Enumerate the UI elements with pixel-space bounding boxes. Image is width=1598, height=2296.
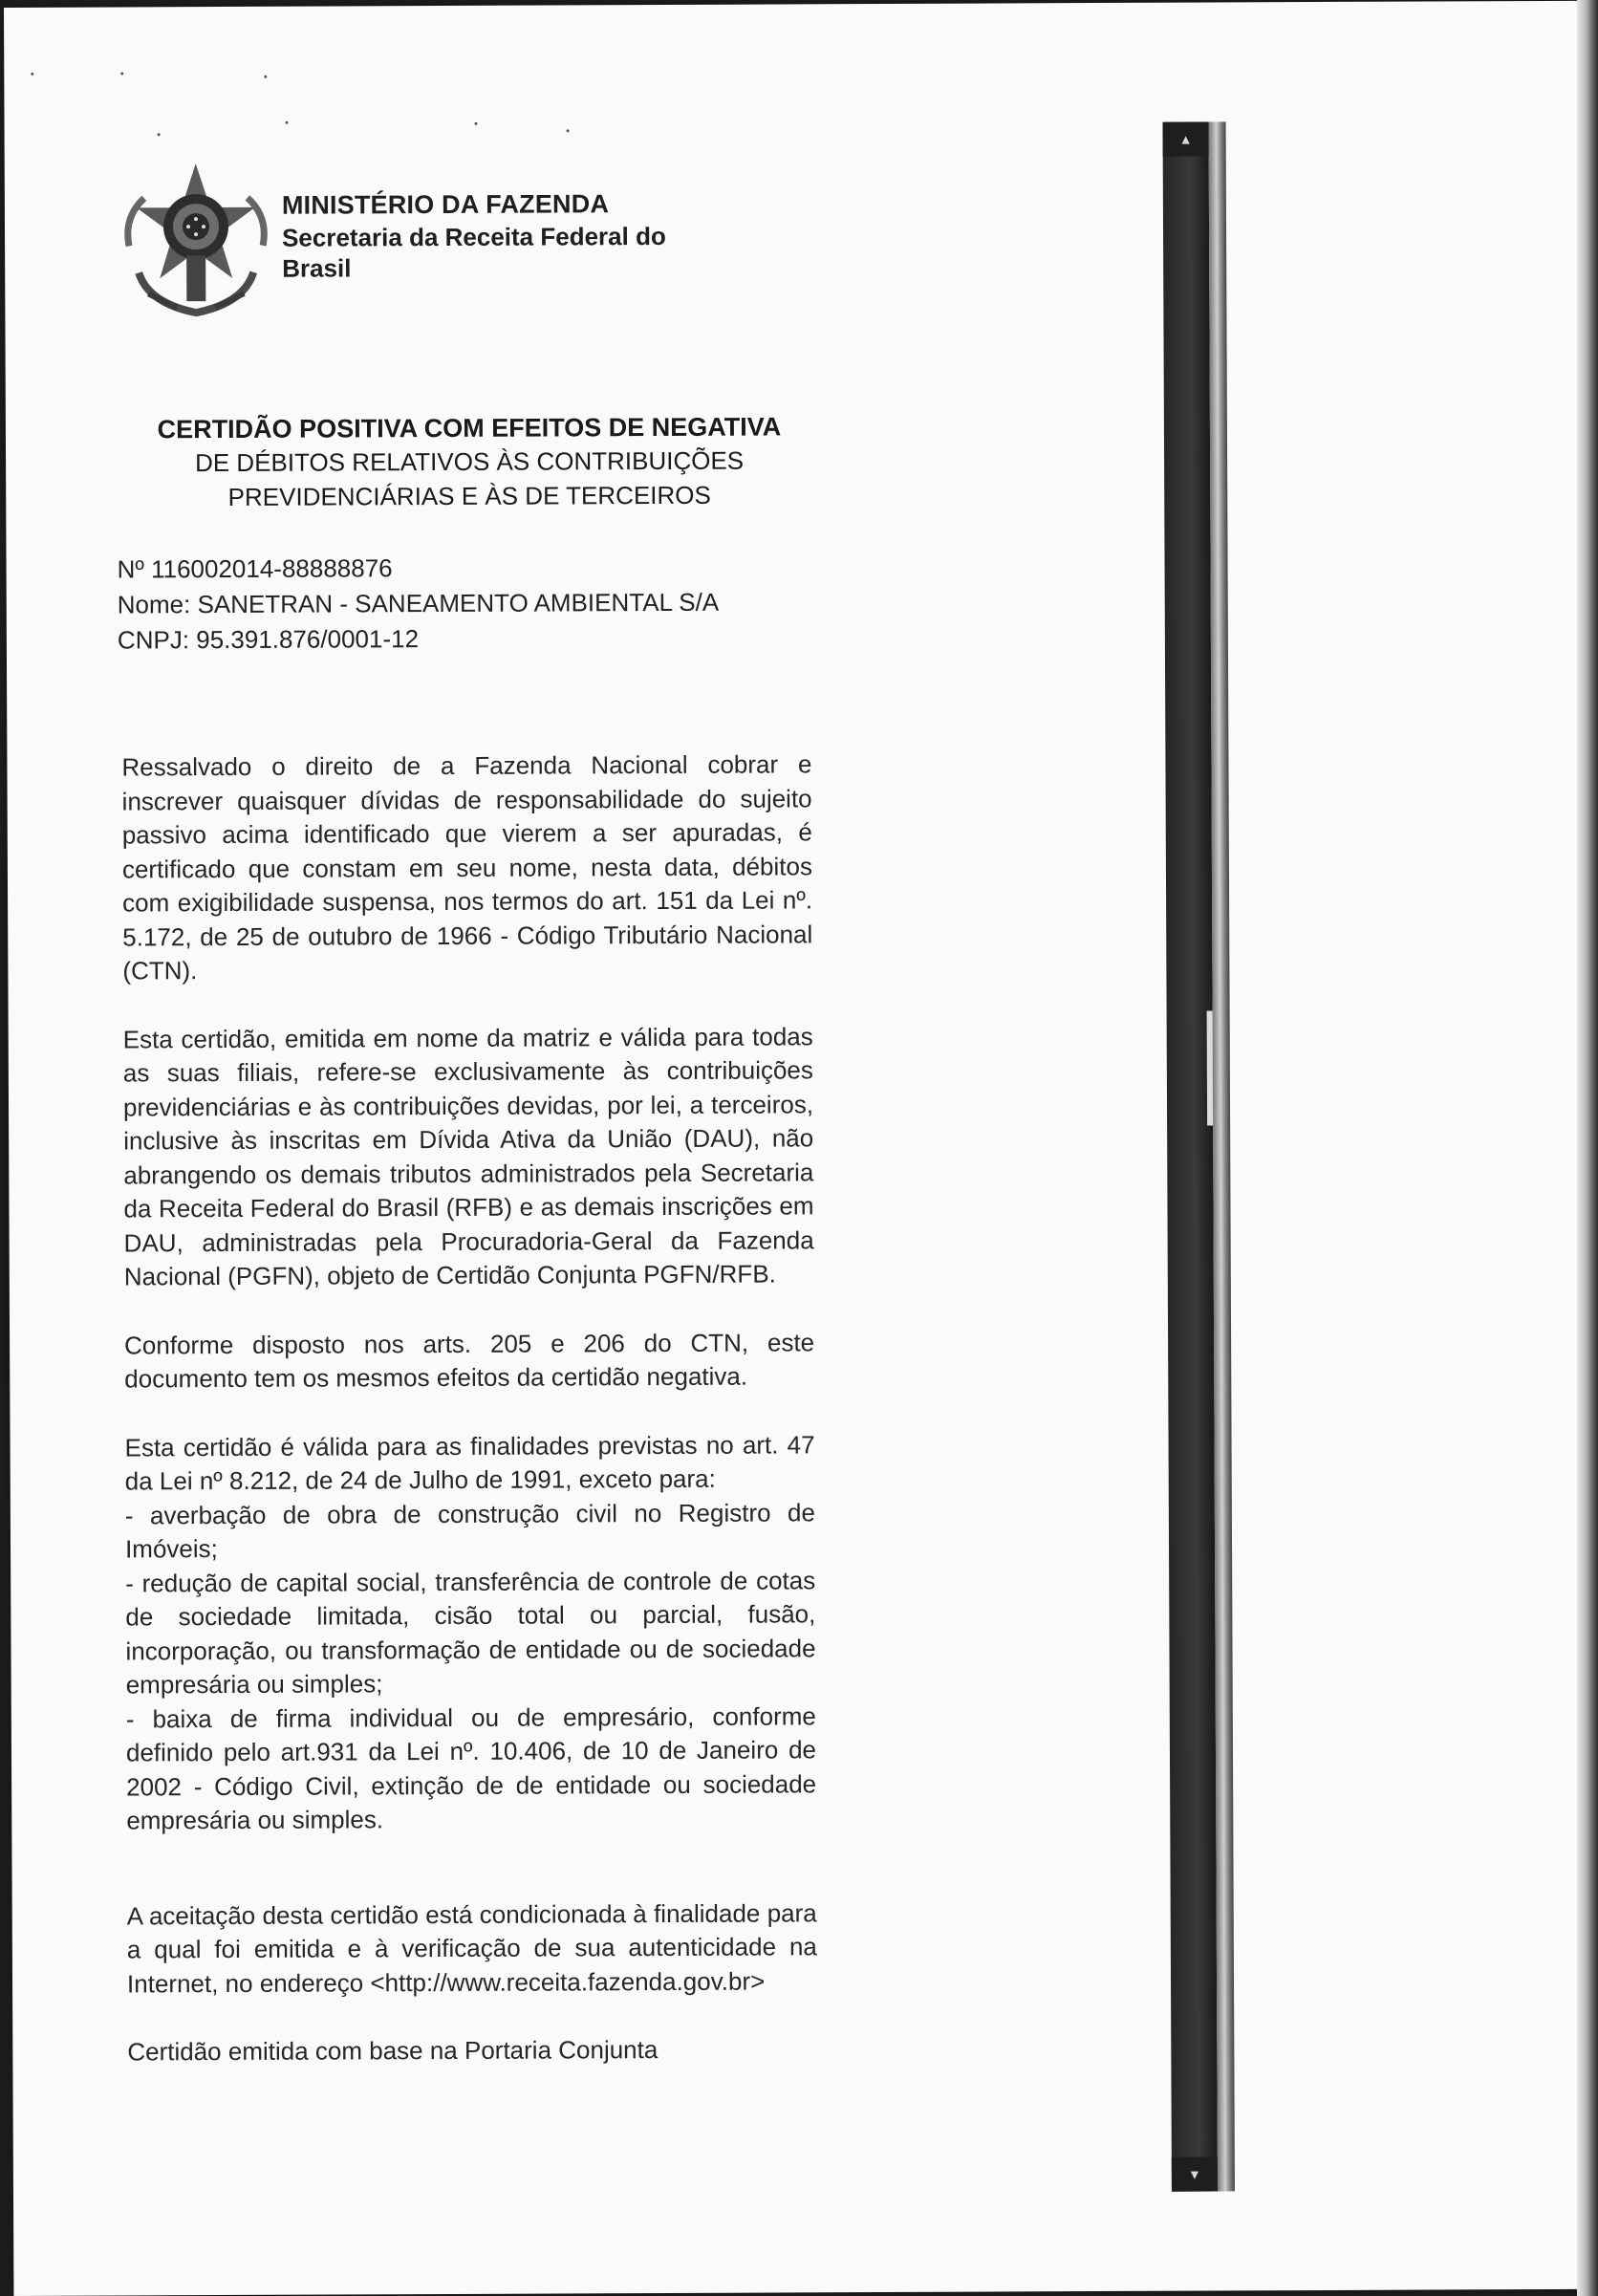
company-name: Nome: SANETRAN - SANEAMENTO AMBIENTAL S/A [117,587,720,619]
spacer [126,1835,816,1899]
scroll-down-icon[interactable]: ▼ [1172,2156,1218,2191]
paragraph-4-item-3: - baixa de firma individual ou de empresário, conforme definido pelo art.931 da Lei nº. 10.406, de 10 de Janeiro de 2002 - Código Civil, extinção de de entidade ou sociedade empresária ou simples. [125,1700,817,1835]
identification-block [117,550,719,659]
company-cnpj: CNPJ: 95.391.876/0001-12 [117,624,420,655]
scan-specks [4,1,1577,8]
certificate-number: Nº 116002014-88888876 [117,553,393,584]
paragraph-4-intro: Esta certidão é válida para as finalidades previstas no art. 47 da Lei nº 8.212, de 24 de Julho de 1991, exceto para: [124,1429,815,1496]
certificate-body [121,747,817,2069]
secretariat-name: Secretaria da Receita Federal do [281,221,666,252]
scrollbar-thumb[interactable] [1207,1010,1214,1125]
letterhead [119,157,789,341]
title-line-3: PREVIDENCIÁRIAS E ÀS DE TERCEIROS [227,480,711,511]
coat-of-arms-icon [119,160,273,328]
title-line-2: DE DÉBITOS RELATIVOS ÀS CONTRIBUIÇÕES [194,445,745,478]
document-page [4,1,1587,2296]
paragraph-5: A aceitação desta certidão está condicionada à finalidade para a qual foi emitida e à verificação de sua autenticidade na Internet, no endereço <http://www.receita.fazenda.gov.br> [126,1897,817,1998]
vertical-scrollbar[interactable] [1163,121,1241,2191]
scan-edge [1577,0,1598,2296]
paragraph-2: Esta certidão, emitida em nome da matriz e válida para todas as suas filiais, refere-se exclusivamente às contribuições previdenciárias e às contribuições devidas, por lei, a terceiros, inclusive às inscritas em Dívida Ativa da União (DAU), não abrangendo os demais tributos administrados pela Secretaria da Receita Federal do Brasil (RFB) e as demais inscrições em DAU, administradas pela Procuradoria-Geral da Fazenda Nacional (PGFN), objeto de Certidão Conjunta PGFN/RFB. [122,1021,814,1291]
paragraph-1: Ressalvado o direito de a Fazenda Nacional cobrar e inscrever quaisquer dívidas de responsabilidade do sujeito passivo acima identificado que vierem a ser apuradas, é certificado que constam em seu nome, nesta data, débitos com exigibilidade suspensa, nos termos do art. 151 da Lei nº. 5.172, de 25 de outubro de 1966 - Código Tributário Nacional (CTN). [121,749,813,986]
paragraph-4-item-2: - redução de capital social, transferência de controle de cotas de sociedade limitada, cisão total ou parcial, fusão, incorporação, ou transformação de entidade ou de sociedade empresária ou simples; [125,1565,816,1700]
ministry-name: MINISTÉRIO DA FAZENDA [281,189,610,220]
certificate-title [111,410,828,514]
secretariat-name-cont: Brasil [282,253,352,283]
paragraph-3: Conforme disposto nos arts. 205 e 206 do CTN, este documento tem os mesmos efeitos da certidão negativa. [124,1327,815,1394]
paragraph-6: Certidão emitida com base na Portaria Conjunta [127,2035,659,2067]
title-line-1: CERTIDÃO POSITIVA COM EFEITOS DE NEGATIVA [157,412,782,444]
paragraph-4-item-1: - averbação de obra de construção civil no Registro de Imóveis; [124,1497,815,1564]
scroll-up-icon[interactable]: ▲ [1163,122,1209,157]
